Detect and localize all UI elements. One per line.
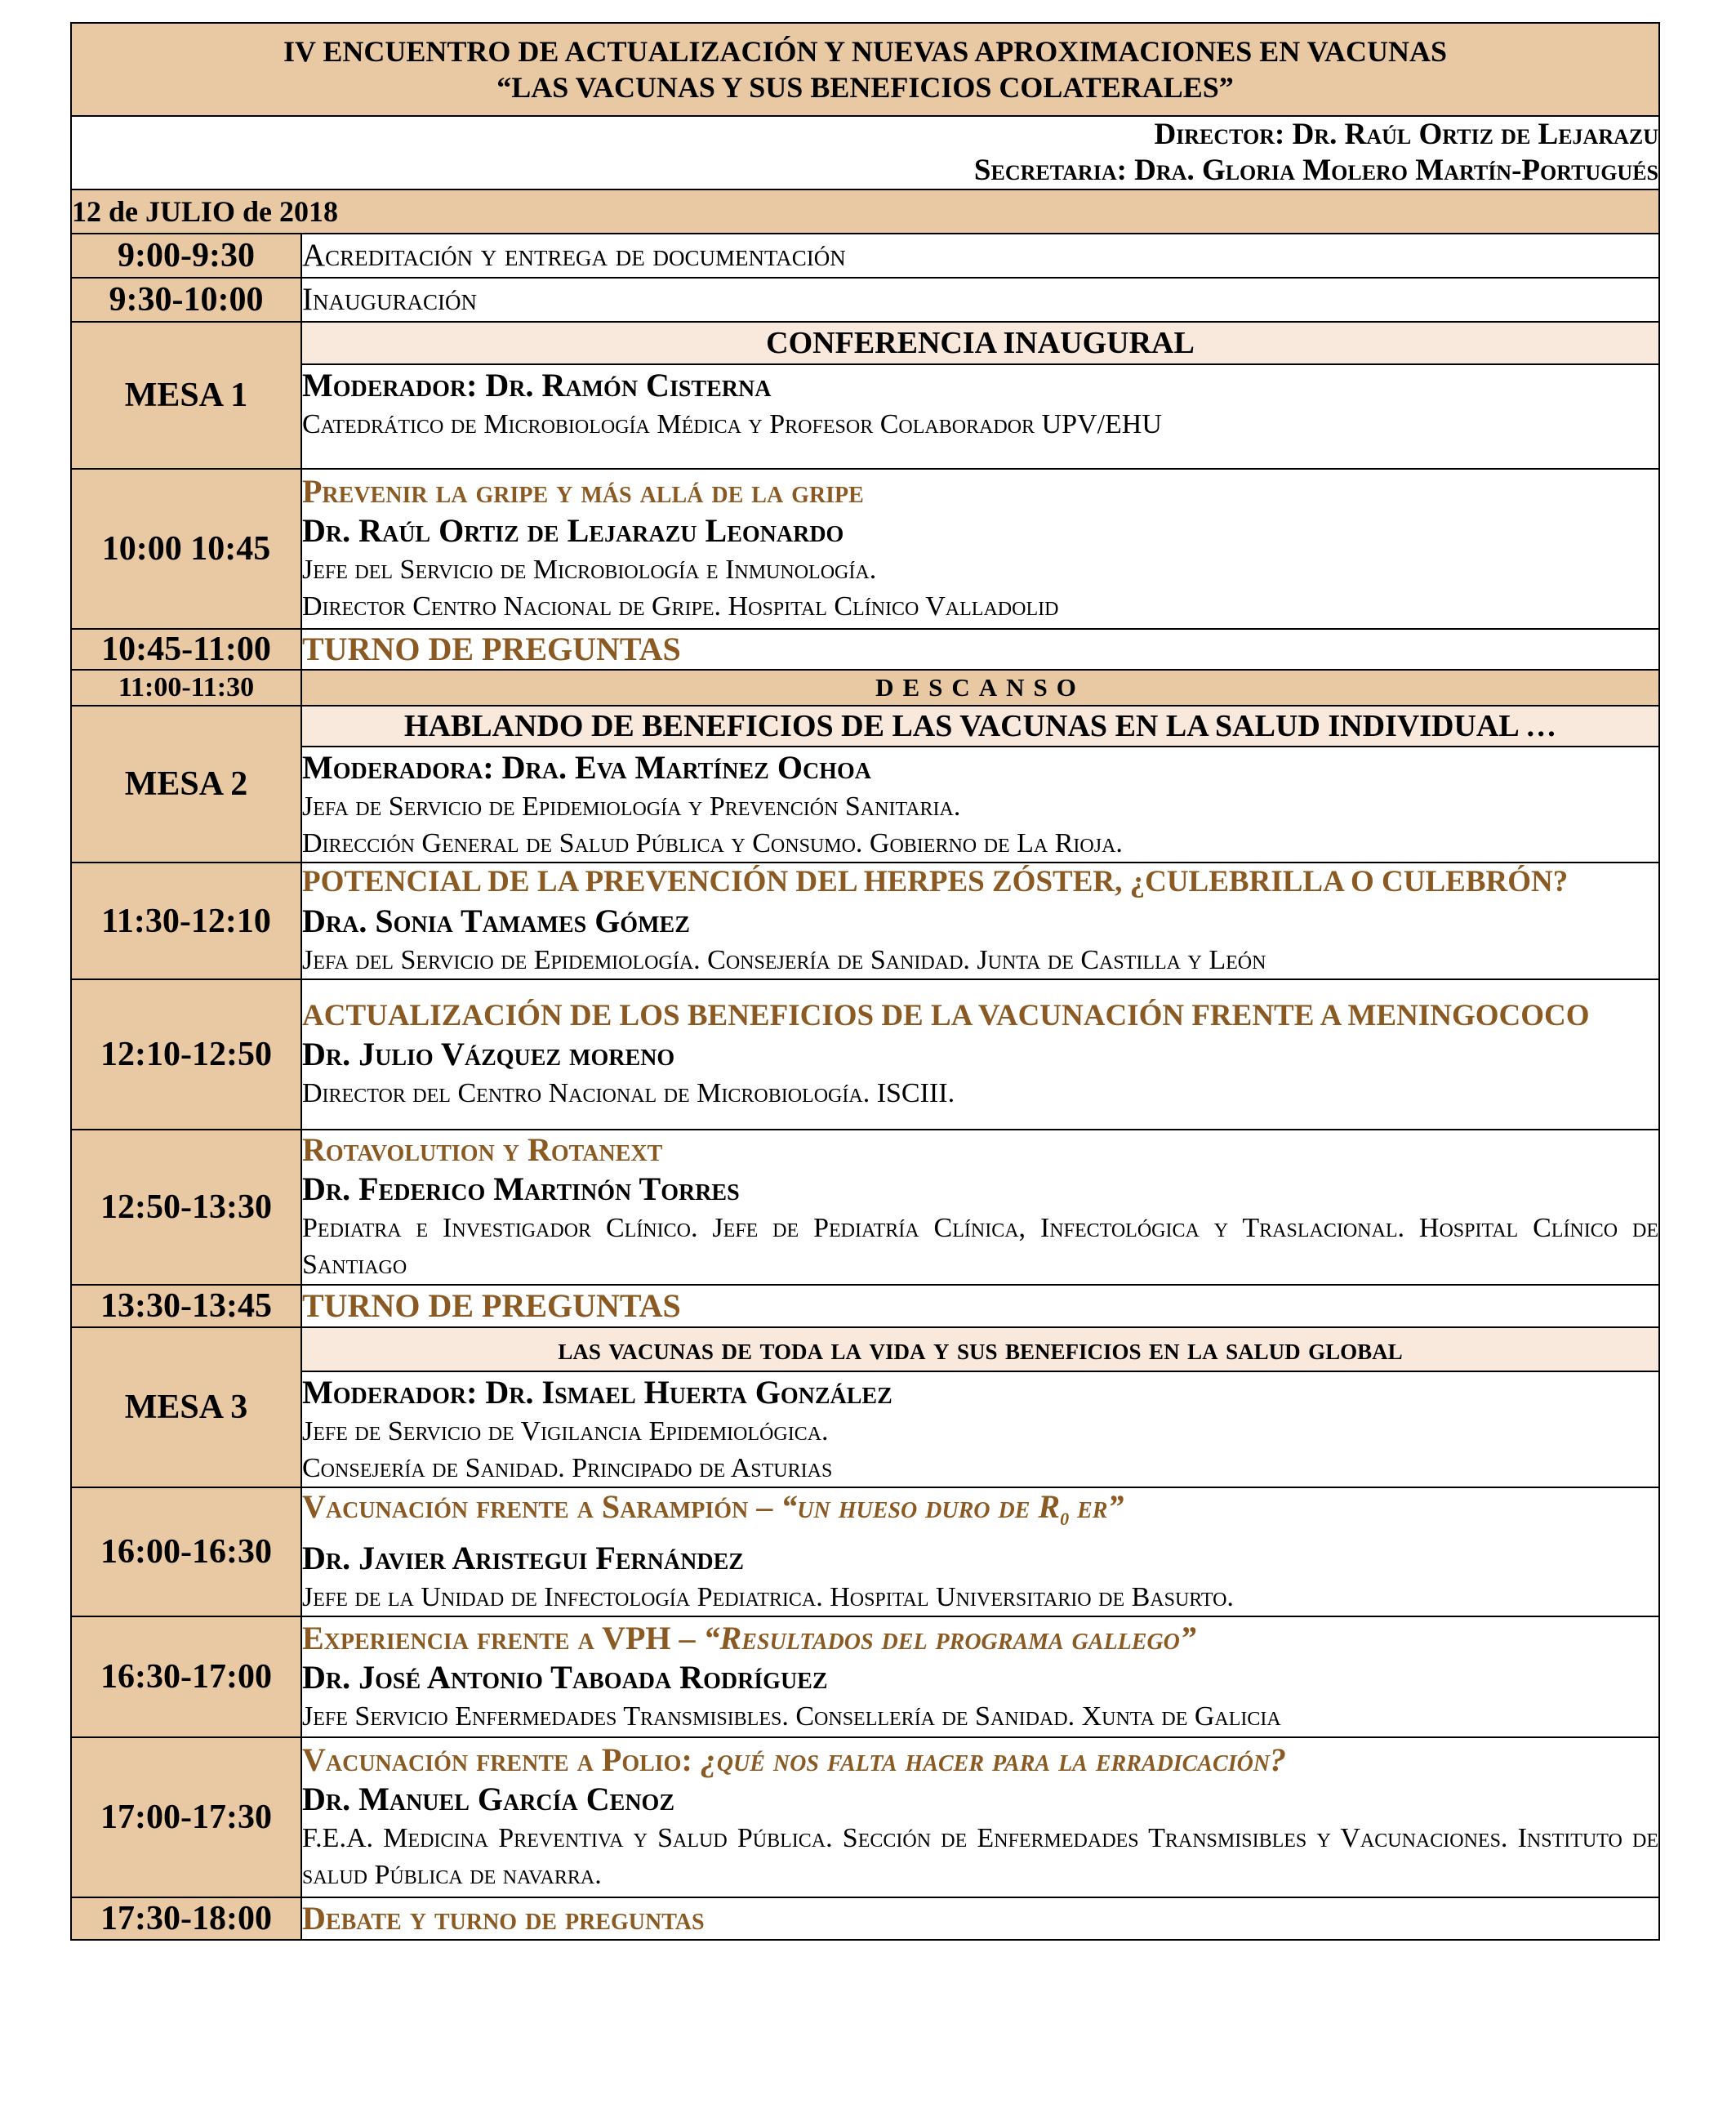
affiliation: F.E.A. Medicina Preventiva y Salud Pública. Sección de Enfermedades Transmisibles y Vacunaciones. Instituto de salud Pública de navarra. — [302, 1823, 1659, 1890]
moderator-cell — [301, 747, 1659, 863]
time-cell: 17:00-17:30 — [71, 1737, 301, 1897]
affiliation: Consejería de Sanidad. Principado de Asturias — [302, 1453, 833, 1483]
organizers — [71, 116, 1659, 189]
talk-title: ACTUALIZACIÓN DE LOS BENEFICIOS DE LA VACUNACIÓN FRENTE A MENINGOCOCO — [302, 998, 1590, 1032]
director: Director: Dr. Raúl Ortiz de Lejarazu — [1154, 118, 1659, 151]
program-table — [70, 22, 1660, 1941]
row-mesa3-moderator — [71, 1371, 1659, 1487]
time-cell: 10:00 10:45 — [71, 469, 301, 629]
affiliation: Dirección General de Salud Pública y Consumo. Gobierno de La Rioja. — [302, 828, 1123, 858]
session-band: CONFERENCIA INAUGURAL — [301, 322, 1659, 364]
talk-title-plain: Experiencia frente a VPH – — [302, 1619, 704, 1656]
row-talk4 — [71, 1130, 1659, 1285]
talk-cell — [301, 863, 1659, 979]
talk-cell — [301, 979, 1659, 1130]
talk-cell — [301, 1737, 1659, 1897]
talk-title: POTENCIAL DE LA PREVENCIÓN DEL HERPES ZÓSTER, ¿CULEBRILLA O CULEBRÓN? — [302, 865, 1569, 898]
row-mesa2-band — [71, 706, 1659, 747]
row-talk2 — [71, 863, 1659, 979]
date-row — [71, 189, 1659, 234]
title-line-1: IV ENCUENTRO DE ACTUALIZACIÓN Y NUEVAS APROXIMACIONES EN VACUNAS — [283, 35, 1447, 68]
time-cell: 12:10-12:50 — [71, 979, 301, 1130]
affiliation: Jefe de Servicio de Vigilancia Epidemiológica. — [302, 1416, 829, 1447]
affiliation: Jefe Servicio Enfermedades Transmisibles. Consellería de Sanidad. Xunta de Galicia — [302, 1701, 1281, 1732]
time-cell: 9:30-10:00 — [71, 278, 301, 322]
date: 12 de JULIO de 2018 — [71, 189, 1659, 234]
row-acreditacion — [71, 234, 1659, 278]
time-cell: 16:30-17:00 — [71, 1616, 301, 1737]
talk-title-italic: “un hueso duro de R — [781, 1488, 1061, 1525]
speaker: Dr. Federico Martinón Torres — [302, 1170, 740, 1207]
talk-title-italic: ¿qué nos falta hacer para la erradicación? — [700, 1741, 1287, 1778]
session-band: las vacunas de toda la vida y sus beneficios en la salud global — [301, 1327, 1659, 1371]
title-line-2: “LAS VACUNAS Y SUS BENEFICIOS COLATERALES” — [496, 71, 1234, 104]
time-cell: 16:00-16:30 — [71, 1487, 301, 1616]
moderator-cell — [301, 364, 1659, 469]
moderator: Moderadora: Dra. Eva Martínez Ochoa — [302, 749, 871, 786]
talk-title — [302, 1620, 1658, 1657]
affiliation: Director Centro Nacional de Gripe. Hospital Clínico Valladolid — [302, 591, 1059, 622]
questions: TURNO DE PREGUNTAS — [301, 629, 1659, 670]
affiliation: Jefe de la Unidad de Infectología Pediatrica. Hospital Universitario de Basurto. — [302, 1582, 1234, 1612]
affiliation: Catedrático de Microbiología Médica y Profesor Colaborador UPV/EHU — [302, 409, 1162, 439]
activity: Acreditación y entrega de documentación — [301, 234, 1659, 278]
debate: Debate y turno de preguntas — [301, 1897, 1659, 1940]
talk-title-plain: Vacunación frente a Sarampión – — [302, 1488, 781, 1525]
row-talk5 — [71, 1487, 1659, 1616]
moderator: Moderador: Dr. Ramón Cisterna — [302, 367, 772, 403]
affiliation: Jefa del Servicio de Epidemiología. Consejería de Sanidad. Junta de Castilla y León — [302, 945, 1266, 975]
time-cell: 17:30-18:00 — [71, 1897, 301, 1940]
speaker: Dr. Manuel García Cenoz — [302, 1781, 675, 1817]
row-preguntas2 — [71, 1285, 1659, 1327]
program-title — [71, 23, 1659, 116]
row-descanso — [71, 670, 1659, 706]
talk-cell — [301, 1130, 1659, 1285]
affiliation: Pediatra e Investigador Clínico. Jefe de Pediatría Clínica, Infectológica y Traslacional. Hospital Clínico de Santiago — [302, 1213, 1659, 1280]
affiliation: Jefe del Servicio de Microbiología e Inmunología. — [302, 555, 877, 585]
affiliation: Director del Centro Nacional de Microbiología. ISCIII. — [302, 1077, 955, 1108]
speaker: Dr. Julio Vázquez moreno — [302, 1035, 675, 1072]
affiliation: Jefa de Servicio de Epidemiología y Prevención Sanitaria. — [302, 791, 961, 822]
talk-cell — [301, 1616, 1659, 1737]
talk-title: Prevenir la gripe y más allá de la gripe — [302, 473, 864, 510]
talk-cell — [301, 1487, 1659, 1616]
time-cell: 12:50-13:30 — [71, 1130, 301, 1285]
row-inauguracion — [71, 278, 1659, 322]
row-talk1 — [71, 469, 1659, 629]
talk-title-subscript: 0 — [1060, 1509, 1070, 1529]
row-mesa1-band — [71, 322, 1659, 364]
questions: TURNO DE PREGUNTAS — [301, 1285, 1659, 1327]
organizers-row — [71, 116, 1659, 189]
speaker: Dr. Raúl Ortiz de Lejarazu Leonardo — [302, 512, 844, 549]
talk-title — [302, 1488, 1658, 1538]
mesa-label: MESA 3 — [71, 1327, 301, 1487]
time-cell: 11:30-12:10 — [71, 863, 301, 979]
talk-cell — [301, 469, 1659, 629]
row-talk3 — [71, 979, 1659, 1130]
moderator: Moderador: Dr. Ismael Huerta González — [302, 1374, 892, 1411]
row-preguntas1 — [71, 629, 1659, 670]
time-cell: 9:00-9:30 — [71, 234, 301, 278]
row-mesa3-band — [71, 1327, 1659, 1371]
time-cell: 10:45-11:00 — [71, 629, 301, 670]
talk-title-italic-end: er” — [1069, 1488, 1124, 1525]
speaker: Dr. José Antonio Taboada Rodríguez — [302, 1658, 828, 1696]
row-talk6 — [71, 1616, 1659, 1737]
break: DESCANSO — [301, 670, 1659, 706]
row-mesa1-moderator — [71, 364, 1659, 469]
row-debate — [71, 1897, 1659, 1940]
mesa-label: MESA 1 — [71, 322, 301, 469]
speaker: Dr. Javier Aristegui Fernández — [302, 1540, 744, 1576]
talk-title — [302, 1741, 1658, 1779]
moderator-cell — [301, 1371, 1659, 1487]
speaker: Dra. Sonia Tamames Gómez — [302, 903, 690, 939]
talk-title-plain: Vacunación frente a Polio: — [302, 1741, 701, 1778]
secretaria: Secretaria: Dra. Gloria Molero Martín-Portugués — [973, 154, 1659, 187]
talk-title-italic: “Resultados del programa gallego” — [703, 1619, 1196, 1656]
mesa-label: MESA 2 — [71, 706, 301, 863]
session-band: HABLANDO DE BENEFICIOS DE LAS VACUNAS EN LA SALUD INDIVIDUAL … — [301, 706, 1659, 747]
row-mesa2-moderator — [71, 747, 1659, 863]
time-cell: 11:00-11:30 — [71, 670, 301, 706]
talk-title: Rotavolution y Rotanext — [302, 1131, 663, 1168]
title-row — [71, 23, 1659, 116]
activity: Inauguración — [301, 278, 1659, 322]
time-cell: 13:30-13:45 — [71, 1285, 301, 1327]
row-talk7 — [71, 1737, 1659, 1897]
